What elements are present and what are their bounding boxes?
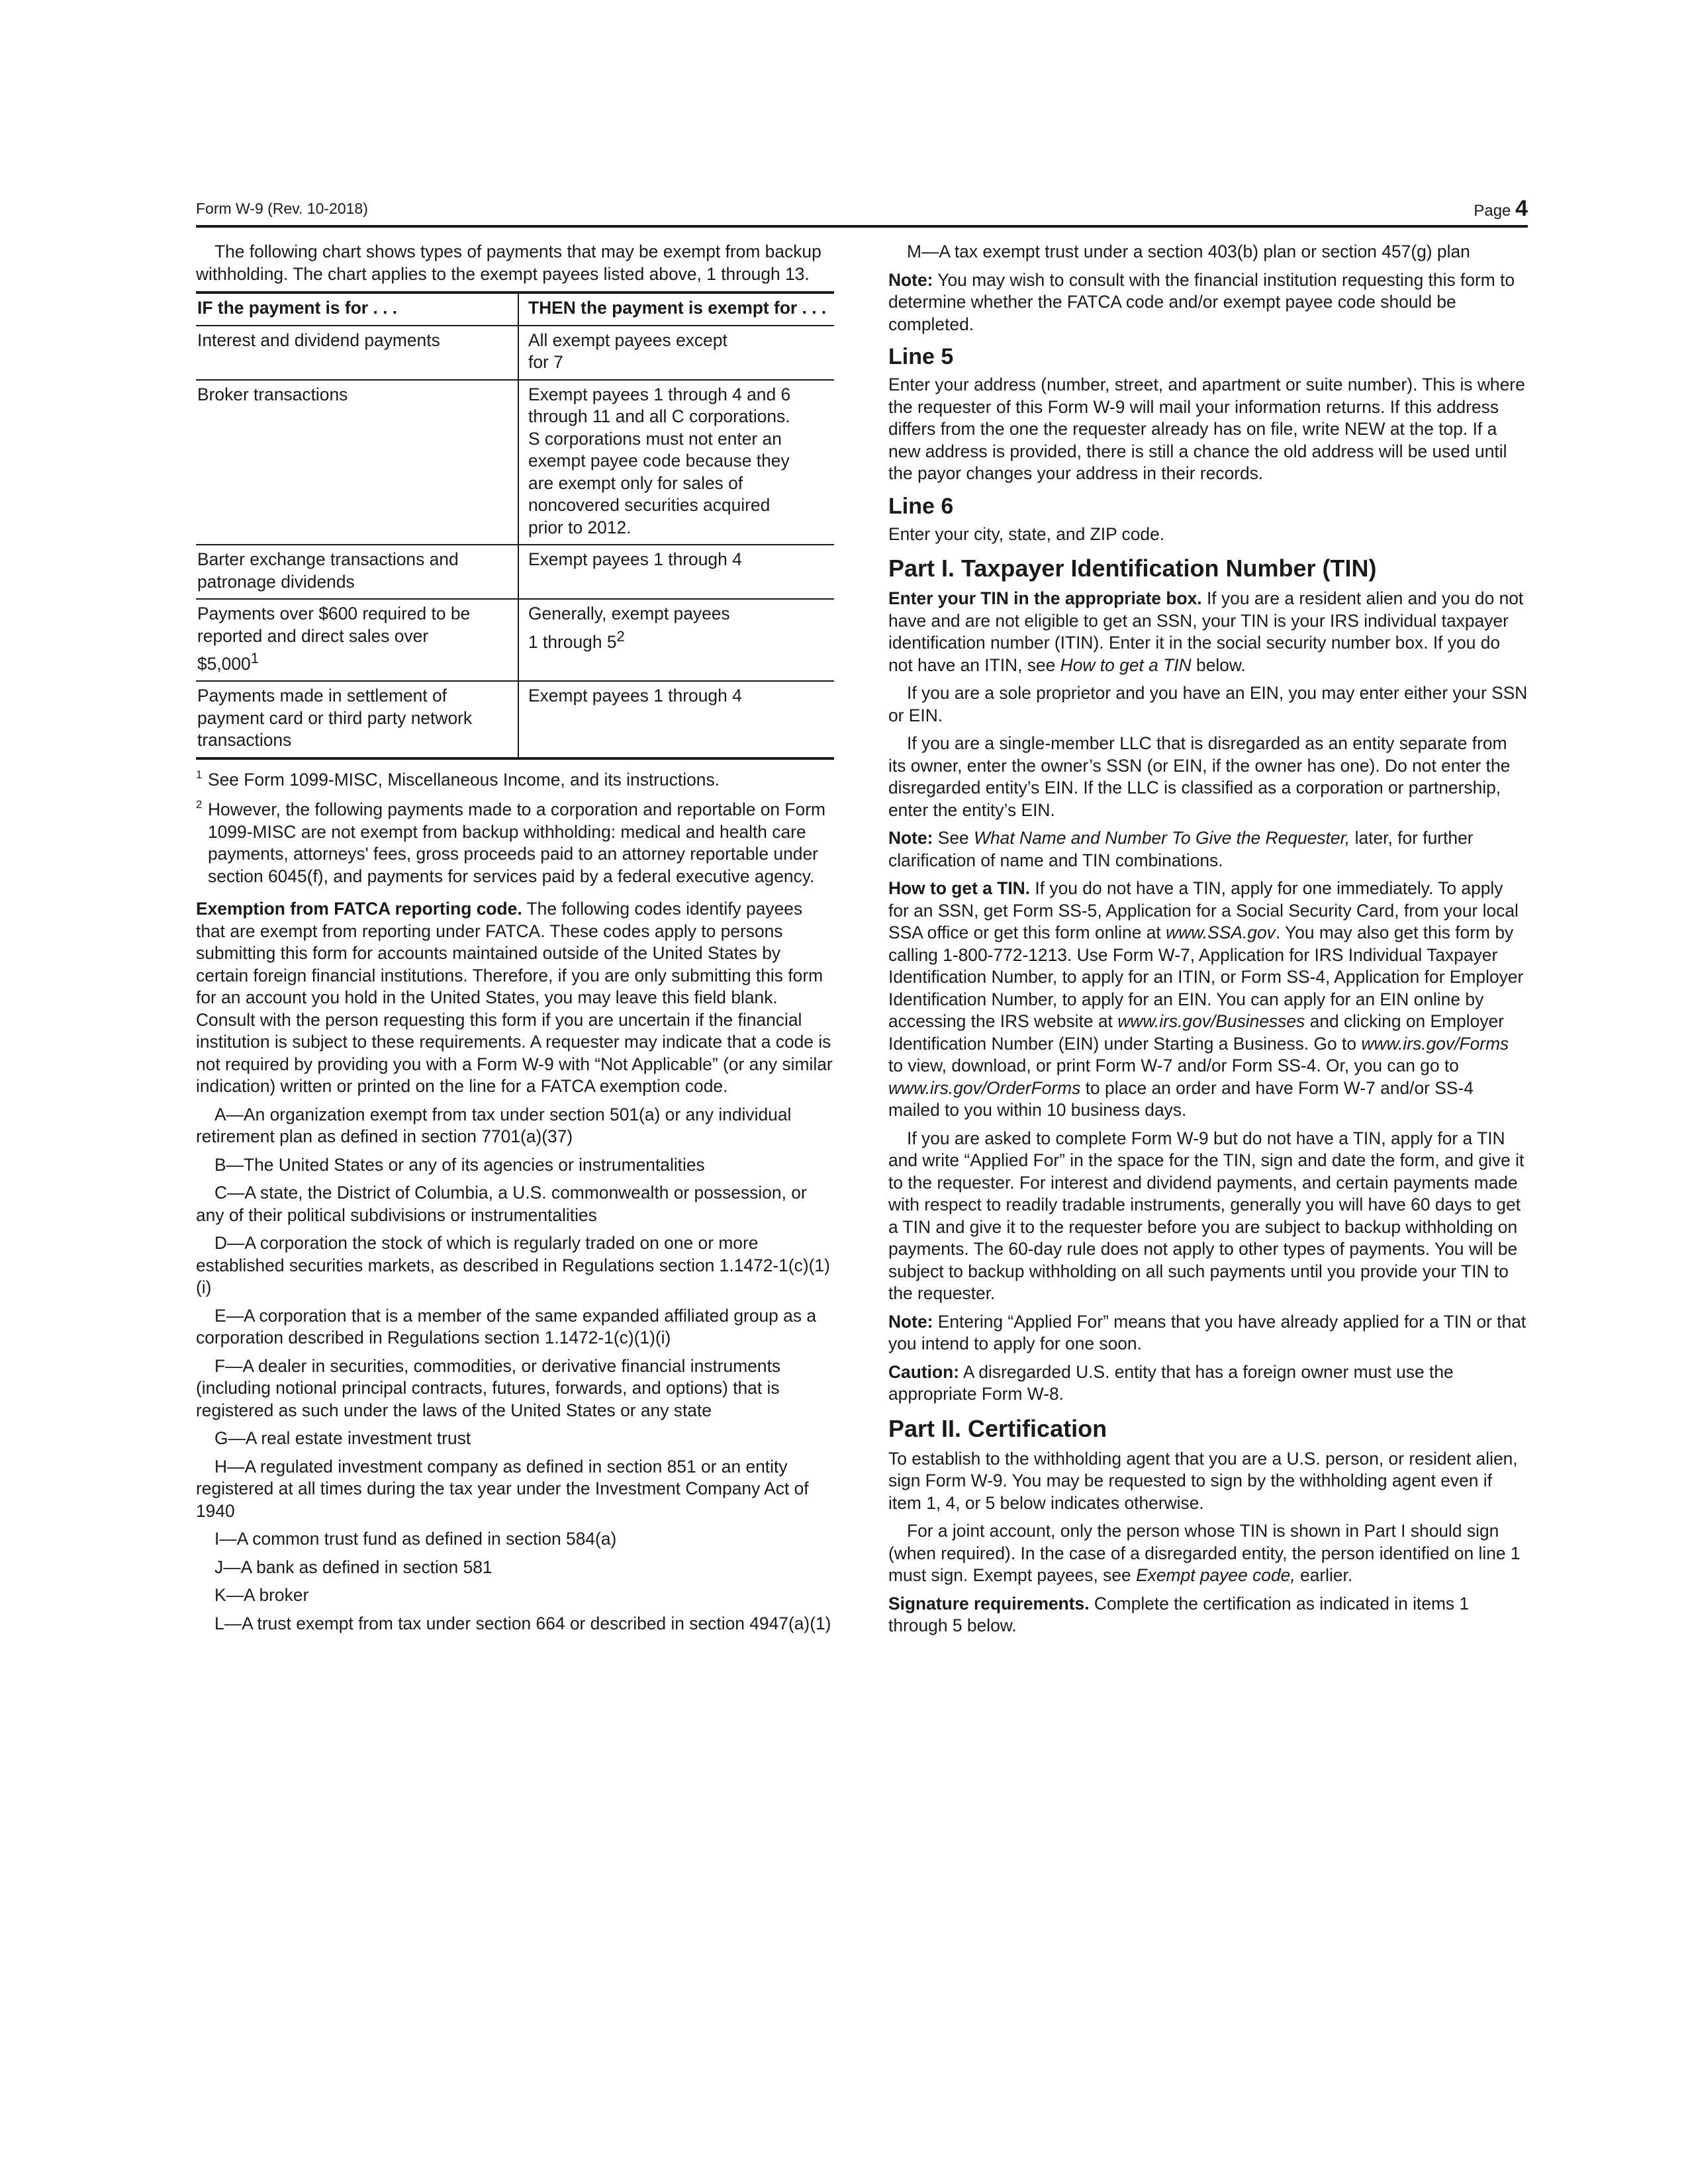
cell-line: Broker transactions — [197, 384, 348, 404]
line5-heading: Line 5 — [888, 344, 954, 369]
table-row — [196, 599, 834, 681]
note-post: later, for further clarification of name and TIN combinations. — [888, 828, 1474, 870]
applied-for-paragraph: If you are asked to complete Form W-9 but do not have a TIN, apply for a TIN and write “Applied For” in the space for the TIN, sign and date the form, and give it to the requester. For interest and dividend payments, and certain payments made with respect to readily tradable instruments, generally you will have 60 days to get a TIN and give it to the requester before you are subject to backup withholding on payments. The 60-day rule does not apply to other types of payments. You will be subject to backup withholding on all such payments until you provide your TIN to the requester. — [888, 1128, 1524, 1303]
page-label — [1474, 196, 1528, 222]
table-row — [196, 326, 834, 380]
footnote-1 — [196, 769, 834, 792]
how-text: to view, download, or print Form W-7 and/or Form SS-4. Or, you can go to — [888, 1056, 1459, 1075]
enter-tin-end: below. — [1196, 655, 1246, 675]
joint-text: For a joint account, only the person whose TIN is shown in Part I should sign (when required). In the case of a disregarded entity, the person identified on line 1 must sign. Exempt payees, see — [888, 1521, 1521, 1585]
cell-line: Exempt payees 1 through 4 and 6 — [528, 384, 791, 404]
table-cell-payment — [196, 599, 518, 681]
note-text: Entering “Applied For” means that you have already applied for a TIN or that you intend to apply for one soon. — [888, 1311, 1526, 1353]
cell-line: prior to 2012. — [528, 517, 632, 537]
cell-line — [528, 625, 830, 653]
code-item: G—A real estate investment trust — [214, 1428, 471, 1449]
table-cell-exempt — [518, 326, 834, 380]
caution-label: Caution: — [888, 1361, 960, 1382]
footnote-mark: 1 — [196, 768, 203, 781]
cell-line: S corporations must not enter an — [528, 428, 782, 449]
cell-text: $5,000 — [197, 653, 251, 674]
enter-tin-lead: Enter your TIN in the appropriate box. — [888, 588, 1202, 608]
cell-line: Barter exchange transactions and — [197, 549, 459, 569]
note-label: Note: — [888, 1311, 933, 1332]
table-cell-payment — [196, 681, 518, 758]
signature-requirements-lead: Signature requirements. — [888, 1593, 1090, 1614]
code-item: F—A dealer in securities, commodities, or derivative financial instruments (including notional principal contracts, futures, forwards, and options) that is registered as such under the laws of the United States or any state — [196, 1355, 781, 1420]
cell-line: Payments over $600 required to be — [197, 604, 471, 623]
cell-line: for 7 — [528, 352, 563, 372]
table-row — [196, 681, 834, 758]
line5-text: Enter your address (number, street, and apartment or suite number). This is where the requester of this Form W-9 will mail your information returns. If this address differs from the one the requester already has on file, write NEW at the top. If a new address is provided, there is still a chance the old address will be used until the payor changes your address in their records. — [888, 375, 1525, 483]
page-prefix: Page — [1474, 202, 1511, 220]
page-number: 4 — [1515, 196, 1528, 221]
footnote-mark: 2 — [196, 798, 203, 811]
llc-paragraph: If you are a single-member LLC that is disregarded as an entity separate from its owner, enter the owner’s SSN (or EIN, if the owner has one). Do not enter the disregarded entity’s EIN. If the LLC is classified as a corporation or partnership, enter the entity’s EIN. — [888, 733, 1511, 820]
sole-proprietor-paragraph: If you are a sole proprietor and you have an EIN, you may enter either your SSN or EIN. — [888, 683, 1528, 725]
certification-paragraph: To establish to the withholding agent that you are a U.S. person, or resident alien, sign Form W-9. You may be requested to sign by the withholding agent even if item 1, 4, or 5 below indicates otherwise. — [888, 1448, 1518, 1513]
note-applied-paragraph — [888, 1311, 1528, 1355]
how-text: . You may also get this form by calling 1-800-772-1213. Use Form W-7, Application for IRS Individual Taxpayer Identification Number, to apply for an ITIN, or Form SS-4, Application for Employer Identification Number, to apply for an EIN. You can apply for an EIN online by accessing the IRS website at — [888, 923, 1524, 1031]
enter-tin-paragraph — [888, 588, 1528, 676]
caution-text: A disregarded U.S. entity that has a foreign owner must use the appropriate Form W-8. — [888, 1361, 1454, 1404]
line6-heading: Line 6 — [888, 493, 954, 519]
how-text: to place an order and have Form W-7 and/or SS-4 mailed to you within 10 business days. — [888, 1077, 1474, 1120]
code-item: K—A broker — [214, 1585, 309, 1606]
code-item: E—A corporation that is a member of the same expanded affiliated group as a corporation described in Regulations section 1.1472-1(c)(1)(i) — [196, 1305, 817, 1348]
cell-line: Generally, exempt payees — [528, 604, 730, 623]
table-cell-payment — [196, 326, 518, 380]
note-fatca — [888, 269, 1528, 336]
fatca-text: The following codes identify payees that are exempt from reporting under FATCA. These codes apply to persons submitting this form for accounts maintained outside of the United States by certain foreign financial institutions. Therefore, if you are only submitting this form for an account you hold in the United States, you may leave this field blank. Consult with the person requesting this form if you are uncertain if the financial institution is subject to these requirements. A requester may indicate that a code is not required by providing you with a Form W-9 with “Not Applicable” (or any similar indication) written or printed on the line for a FATCA exemption code. — [196, 899, 833, 1097]
how-text: and clicking on Employer Identification Number (EIN) under Starting a Business. Go to — [888, 1011, 1505, 1054]
how-to-get-tin-paragraph — [888, 878, 1528, 1122]
code-item: I—A common trust fund as defined in section 584(a) — [214, 1529, 617, 1549]
ssa-url: www.SSA.gov — [1166, 923, 1276, 942]
irs-businesses-url: www.irs.gov/Businesses — [1117, 1011, 1305, 1031]
cell-line: Exempt payees 1 through 4 — [528, 549, 742, 569]
table-row — [196, 380, 834, 545]
left-column — [196, 241, 834, 1641]
cell-line: noncovered securities acquired — [528, 495, 771, 515]
enter-tin-text: If you are a resident alien and you do not have and are not eligible to get an SSN, your TIN is your IRS individual taxpayer identification number (ITIN). Enter it in the social security number box. If you do not have an ITIN, see — [888, 588, 1524, 675]
code-item: D—A corporation the stock of which is regularly traded on one or more established securities markets, as described in Regulations section 1.1472-1(c)(1)(i) — [196, 1233, 830, 1298]
note-label: Note: — [888, 269, 933, 290]
code-item: H—A regulated investment company as defined in section 851 or an entity registered at all times during the tax year under the Investment Company Act of 1940 — [196, 1456, 809, 1521]
page-header — [196, 196, 1528, 226]
code-item: C—A state, the District of Columbia, a U.S. commonwealth or possession, or any of their political subdivisions or instrumentalities — [196, 1183, 807, 1225]
table-cell-payment — [196, 545, 518, 599]
note-label: Note: — [888, 828, 933, 848]
joint-end: earlier. — [1300, 1565, 1353, 1585]
cell-line: Payments made in settlement of — [197, 686, 447, 706]
line6-text: Enter your city, state, and ZIP code. — [888, 523, 1165, 544]
cell-text: 1 through 5 — [528, 631, 617, 652]
cell-line: reported and direct sales over — [197, 625, 429, 646]
how-to-get-tin-lead: How to get a TIN. — [888, 878, 1031, 898]
exempt-payee-ref: Exempt payee code, — [1136, 1565, 1295, 1585]
note-pre: See — [937, 828, 969, 848]
cell-line: are exempt only for sales of — [528, 473, 743, 493]
cell-line — [197, 647, 514, 675]
code-item: J—A bank as defined in section 581 — [214, 1557, 492, 1577]
note-ref: What Name and Number To Give the Requester, — [974, 828, 1350, 848]
cell-line: exempt payee code because they — [528, 451, 790, 471]
table-cell-exempt — [518, 380, 834, 545]
footnote-text: See Form 1099-MISC, Miscellaneous Income, and its instructions. — [208, 769, 720, 790]
joint-account-paragraph — [888, 1520, 1528, 1587]
table-header-row — [196, 293, 834, 326]
cell-line: Exempt payees 1 through 4 — [528, 686, 742, 706]
right-column — [888, 241, 1528, 1643]
fatca-paragraph — [196, 898, 834, 1098]
note-name-paragraph — [888, 827, 1528, 872]
cell-line: payment card or third party network — [197, 707, 473, 728]
table-cell-exempt — [518, 599, 834, 681]
chart-intro: The following chart shows types of payments that may be exempt from backup withholding. The chart applies to the exempt payees listed above, 1 through 13. — [196, 242, 821, 284]
part2-heading: Part II. Certification — [888, 1414, 1107, 1442]
cell-line: transactions — [197, 730, 292, 751]
table-cell-exempt — [518, 681, 834, 758]
cell-line: through 11 and all C corporations. — [528, 406, 790, 426]
part1-heading: Part I. Taxpayer Identification Number (TIN) — [888, 555, 1377, 582]
cell-line: Interest and dividend payments — [197, 330, 440, 350]
exempt-payments-table — [196, 291, 834, 760]
table-row — [196, 545, 834, 599]
signature-requirements-paragraph — [888, 1593, 1528, 1637]
table-header-then: THEN the payment is exempt for . . . — [518, 293, 834, 326]
code-item: L—A trust exempt from tax under section 664 or described in section 4947(a)(1) — [214, 1613, 831, 1633]
fatca-heading: Exemption from FATCA reporting code. — [196, 899, 522, 919]
irs-orderforms-url: www.irs.gov/OrderForms — [888, 1077, 1081, 1098]
note-text: You may wish to consult with the financial institution requesting this form to determine whether the FATCA code and/or exempt payee code should be completed. — [888, 269, 1515, 334]
footnote-ref: 1 — [250, 650, 259, 666]
code-item: B—The United States or any of its agencies or instrumentalities — [214, 1154, 705, 1175]
header-rule — [196, 225, 1528, 228]
signature-requirements-text: Complete the certification as indicated in items 1 through 5 below. — [888, 1593, 1470, 1635]
table-cell-payment — [196, 380, 518, 545]
cell-line: patronage dividends — [197, 571, 355, 592]
footnote-2 — [196, 799, 834, 887]
cell-line: All exempt payees except — [528, 330, 727, 350]
code-item: A—An organization exempt from tax under section 501(a) or any individual retirement plan as defined in section 7701(a)(37) — [196, 1104, 792, 1147]
footnote-text: However, the following payments made to a corporation and reportable on Form 1099-MISC are not exempt from backup withholding: medical and health care payments, attorneys' fees, gross proceeds paid to an attorney reportable under section 6045(f), and payments for services paid by a federal executive agency. — [208, 799, 825, 886]
table-header-if: IF the payment is for . . . — [196, 293, 518, 326]
irs-forms-url: www.irs.gov/Forms — [1361, 1033, 1509, 1054]
caution-paragraph — [888, 1361, 1528, 1406]
form-id: Form W-9 (Rev. 10-2018) — [196, 200, 368, 217]
enter-tin-ref: How to get a TIN — [1060, 655, 1192, 675]
footnote-ref: 2 — [616, 627, 625, 645]
code-item-m: M—A tax exempt trust under a section 403(b) plan or section 457(g) plan — [907, 242, 1470, 261]
how-text: If you do not have a TIN, apply for one immediately. To apply for an SSN, get Form SS-5, Application for a Social Security Card, from your local SSA office or get this form online at — [888, 878, 1519, 942]
table-cell-exempt — [518, 545, 834, 599]
